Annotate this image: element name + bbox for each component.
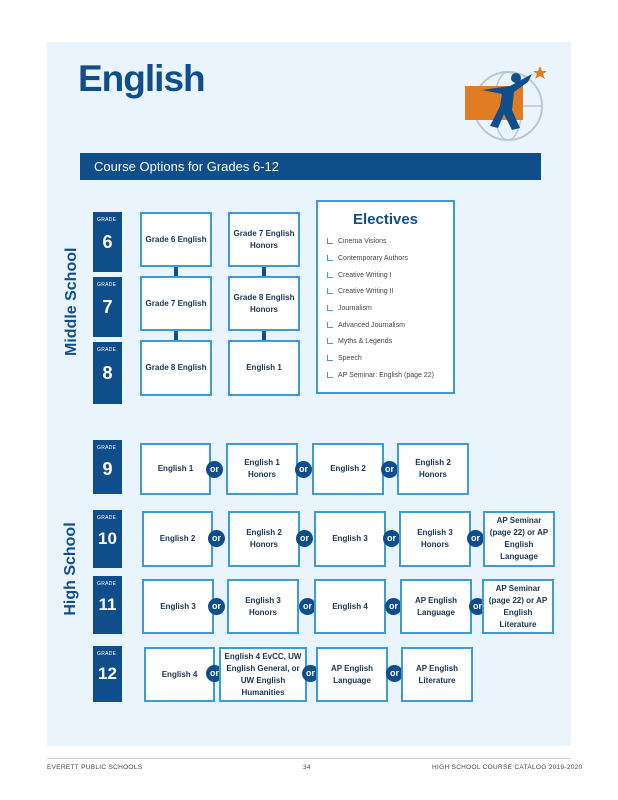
footer-right: HIGH SCHOOL COURSE CATALOG 2019-2020 <box>432 764 583 771</box>
or-badge: or <box>302 665 319 682</box>
grade-number: 10 <box>98 529 117 548</box>
course-box: English 1 Honors <box>226 443 298 495</box>
checkbox-icon <box>327 338 333 344</box>
course-box: Grade 8 English <box>140 340 212 396</box>
grade-label: GRADE <box>97 445 117 451</box>
course-box: English 3 Honors <box>399 511 471 567</box>
grade-7-tab <box>93 277 122 337</box>
or-badge: or <box>206 461 223 478</box>
grade-label: GRADE <box>97 515 117 521</box>
or-badge: or <box>469 598 486 615</box>
grade-label: GRADE <box>97 217 117 223</box>
elective-item: Creative Writing I <box>327 272 392 279</box>
checkbox-icon <box>327 255 333 261</box>
course-box: English 2 Honors <box>228 511 300 567</box>
course-box: English 3 <box>142 579 214 634</box>
course-box: AP English Language <box>316 647 388 702</box>
elective-item: Myths & Legends <box>327 338 392 345</box>
checkbox-icon <box>327 305 333 311</box>
electives-title: Electives <box>352 211 419 228</box>
course-box: Grade 7 English Honors <box>228 212 300 267</box>
section-banner <box>80 153 541 180</box>
course-box: AP English Literature <box>401 647 473 702</box>
checkbox-icon <box>327 322 333 328</box>
grade-number: 8 <box>102 363 113 383</box>
or-badge: or <box>296 530 313 547</box>
course-box: Grade 7 English <box>140 276 212 331</box>
course-box: English 4 <box>144 647 215 702</box>
course-box: Grade 6 English <box>140 212 212 267</box>
grade-number: 11 <box>98 595 117 614</box>
grade-label: GRADE <box>97 282 117 288</box>
course-box: AP Seminar (page 22) or AP English Language <box>483 511 555 567</box>
course-box: English 3 Honors <box>227 579 299 634</box>
course-box: Grade 8 English Honors <box>228 276 300 331</box>
elective-item: Contemporary Authors <box>327 255 408 262</box>
district-logo-icon <box>462 60 554 144</box>
or-badge: or <box>299 598 316 615</box>
banner-title: Course Options for Grades 6-12 <box>94 159 279 174</box>
checkbox-icon <box>327 238 333 244</box>
course-box: English 2 <box>312 443 384 495</box>
footer-page-number: 34 <box>303 764 311 771</box>
connector <box>174 267 178 276</box>
course-box: English 1 <box>140 443 211 495</box>
grade-label: GRADE <box>97 347 117 353</box>
or-badge: or <box>208 530 225 547</box>
electives-box <box>316 200 455 394</box>
grade-6-tab <box>93 212 122 272</box>
footer-divider <box>47 758 571 759</box>
connector <box>262 267 266 276</box>
grade-11-tab <box>93 576 122 634</box>
or-badge: or <box>386 665 403 682</box>
grade-12-tab <box>93 646 122 702</box>
checkbox-icon <box>327 355 333 361</box>
grade-8-tab <box>93 342 122 404</box>
or-badge: or <box>208 598 225 615</box>
middle-school-label: Middle School <box>63 247 80 356</box>
elective-item: Journalism <box>327 305 372 312</box>
course-box: English 4 EvCC, UW English General, or UW English Humanities <box>219 647 307 702</box>
course-box: English 3 <box>314 511 386 567</box>
course-box: English 2 Honors <box>397 443 469 495</box>
grade-label: GRADE <box>97 651 117 657</box>
course-box: AP Seminar (page 22) or AP English Literature <box>482 579 554 634</box>
or-badge: or <box>467 530 484 547</box>
high-school-label: High School <box>62 522 79 616</box>
course-box: English 2 <box>142 511 213 567</box>
connector <box>262 331 266 340</box>
course-box: English 4 <box>314 579 386 634</box>
or-badge: or <box>295 461 312 478</box>
elective-item: Cinema Visions <box>327 238 387 245</box>
checkbox-icon <box>327 272 333 278</box>
or-badge: or <box>206 665 223 682</box>
checkbox-icon <box>327 372 333 378</box>
grade-number: 12 <box>98 664 117 683</box>
elective-item: Speech <box>327 355 362 362</box>
content-panel <box>47 42 571 746</box>
grade-label: GRADE <box>97 581 117 587</box>
elective-item: Advanced Journalism <box>327 322 405 329</box>
connector <box>174 331 178 340</box>
elective-item: AP Seminar: English (page 22) <box>327 372 434 379</box>
grade-9-tab <box>93 440 122 494</box>
page-title: English <box>78 58 205 99</box>
grade-number: 9 <box>102 459 113 479</box>
grade-number: 6 <box>102 232 113 252</box>
or-badge: or <box>383 530 400 547</box>
grade-10-tab <box>93 510 122 568</box>
course-box: AP English Language <box>400 579 472 634</box>
or-badge: or <box>381 461 398 478</box>
or-badge: or <box>385 598 402 615</box>
course-box: English 1 <box>228 340 300 396</box>
footer-left: EVERETT PUBLIC SCHOOLS <box>47 764 143 771</box>
checkbox-icon <box>327 288 333 294</box>
grade-number: 7 <box>102 297 113 317</box>
elective-item: Creative Writing II <box>327 288 394 295</box>
